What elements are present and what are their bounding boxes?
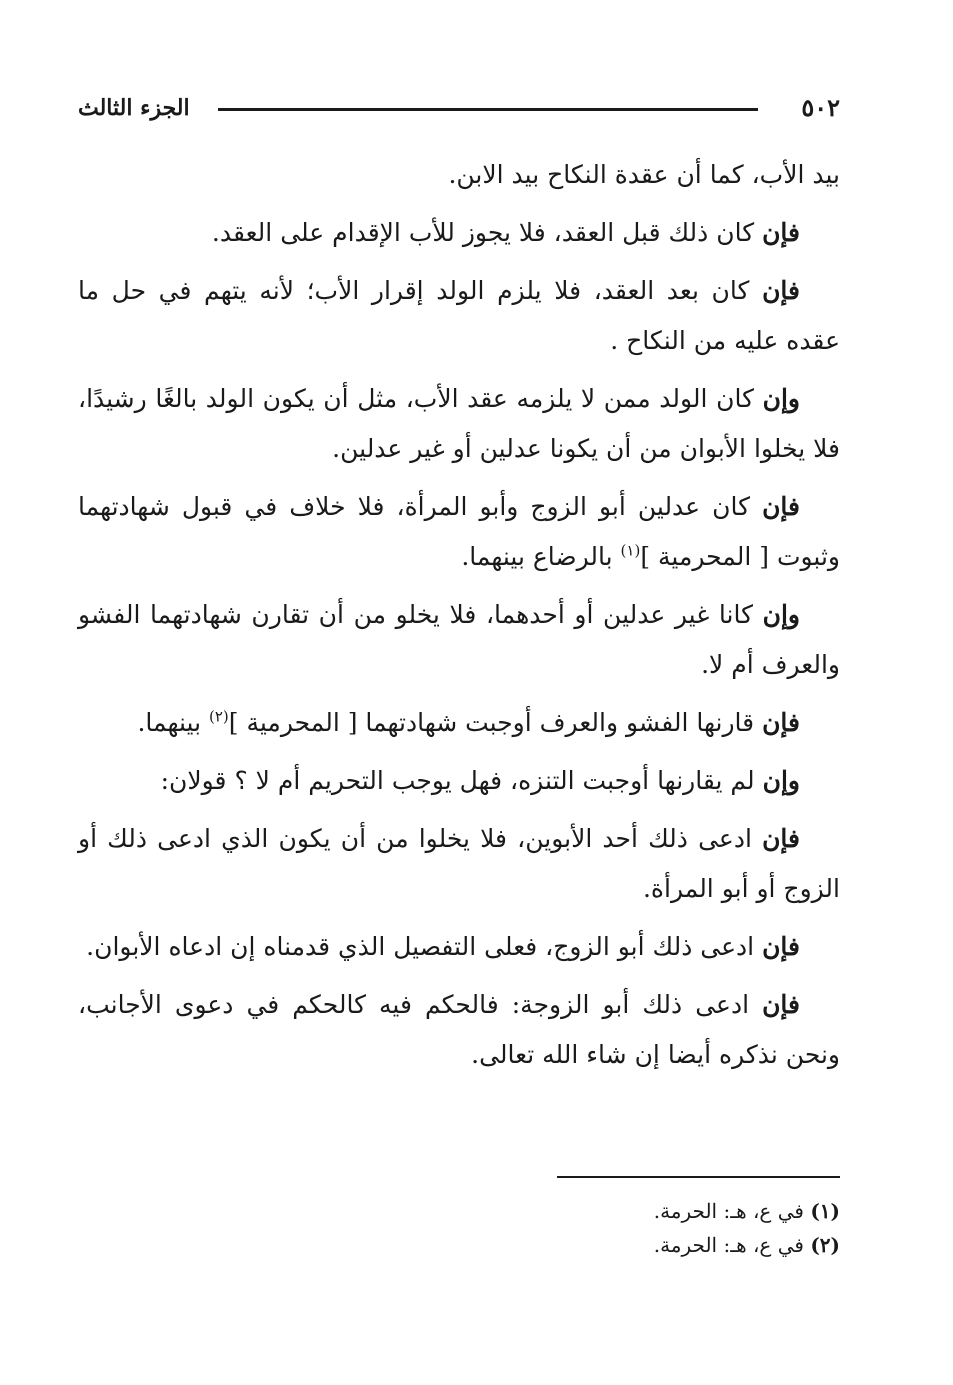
paragraph-lead-word: وإن [762,384,800,413]
paragraph-text: ادعى ذلك أحد الأبوين، فلا يخلوا من أن يكون الذي ادعى ذلك أو الزوج أو أبو المرأة. [78,824,840,903]
paragraph-text: بيد الأب، كما أن عقدة النكاح بيد الابن. [448,160,840,189]
paragraph-text: كان ذلك قبل العقد، فلا يجوز للأب الإقدام على العقد. [211,218,763,247]
paragraph-text: كان بعد العقد، فلا يلزم الولد إقرار الأب؛ لأنه يتهم في حل ما عقده عليه من النكاح . [78,276,840,355]
paragraph-tail: بالرضاع بينهما. [461,542,621,571]
footnote-number: (١) [810,1199,840,1223]
paragraph-lead-word: فإن [762,492,800,521]
paragraph-lead-word: فإن [762,218,800,247]
paragraph-lead-word: فإن [762,932,800,961]
paragraph-text: كانا غير عدلين أو أحدهما، فلا يخلو من أن تقارن شهادتهما الفشو والعرف أم لا. [78,600,840,679]
page-header [78,92,840,128]
footnote-ref-1[interactable]: (١) [620,541,641,560]
paragraph-5 [78,482,840,582]
paragraph-text: كان الولد ممن لا يلزمه عقد الأب، مثل أن يكون الولد بالغًا رشيدًا، فلا يخلوا الأبوان من أن يكونا عدلين أو غير عدلين. [78,384,840,463]
paragraph-lead-word: وإن [762,766,800,795]
paragraph-tail: بينهما. [137,708,209,737]
footnote-2 [340,1228,840,1262]
paragraph-6 [78,590,840,690]
footnotes [340,1194,840,1262]
footnote-ref-2[interactable]: (٢) [209,707,229,726]
paragraph-7 [78,698,840,748]
footnote-number: (٢) [810,1233,840,1257]
paragraph-text: ادعى ذلك أبو الزوجة: فالحكم فيه كالحكم في دعوى الأجانب، ونحن نذكره أيضا إن شاء الله تعالى. [78,990,840,1069]
page-number: ٥٠٢ [801,93,840,122]
page-body [78,150,840,1088]
paragraph-11 [78,980,840,1080]
paragraph-lead-word: وإن [762,600,800,629]
paragraph-text: قارنها الفشو والعرف أوجبت شهادتهما [ المحرمية ] [228,708,763,737]
footnote-text: في ع، هـ: الحرمة. [653,1199,811,1223]
paragraph-lead-word: فإن [762,708,800,737]
paragraph-10 [78,922,840,972]
paragraph-lead-word: فإن [762,824,800,853]
paragraph-9 [78,814,840,914]
running-title: الجزء الثالث [78,95,190,121]
paragraph-text: كان عدلين أبو الزوج وأبو المرأة، فلا خلاف في قبول شهادتهما وثبوت [ المحرمية ] [78,492,840,571]
paragraph-lead-word: فإن [762,276,800,305]
paragraph-3 [78,266,840,366]
paragraph-1 [78,150,840,200]
footnote-text: في ع، هـ: الحرمة. [653,1233,811,1257]
paragraph-lead-word: فإن [762,990,800,1019]
paragraph-text: ادعى ذلك أبو الزوج، فعلى التفصيل الذي قدمناه إن ادعاه الأبوان. [86,932,763,961]
paragraph-text: لم يقارنها أوجبت التنزه، فهل يوجب التحريم أم لا ؟ قولان: [160,766,763,795]
paragraph-8 [78,756,840,806]
footnote-separator [557,1176,840,1178]
footnote-1 [340,1194,840,1228]
paragraph-4 [78,374,840,474]
header-rule [218,108,758,111]
paragraph-2 [78,208,840,258]
